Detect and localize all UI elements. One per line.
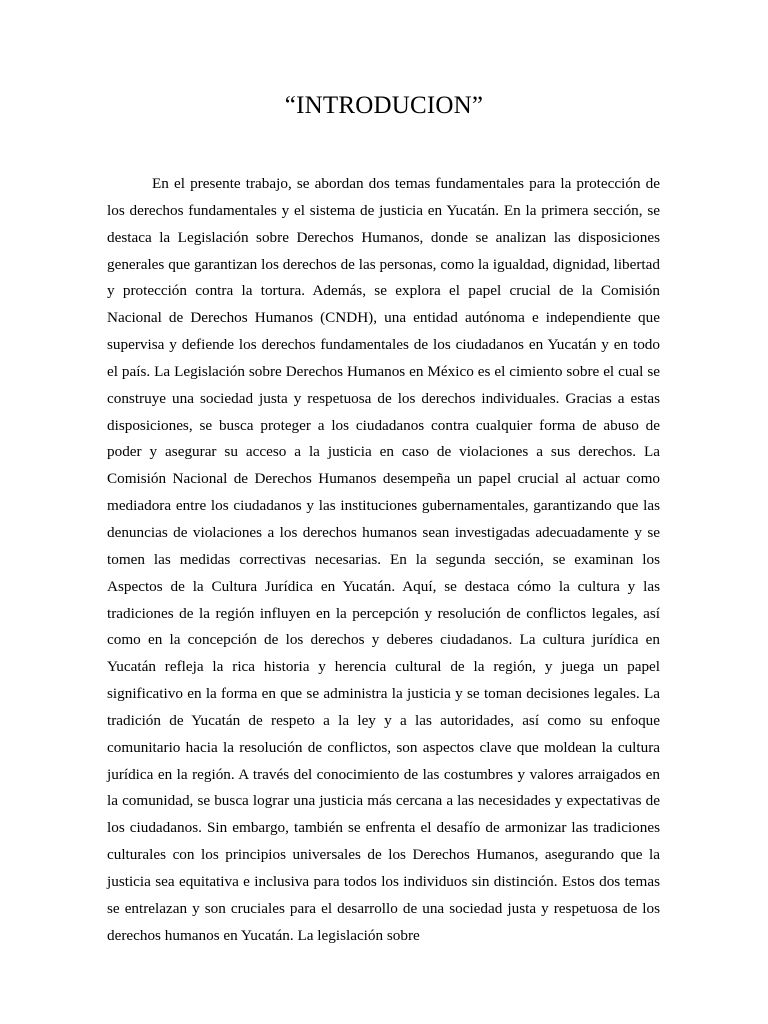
introduction-paragraph: En el presente trabajo, se abordan dos temas fundamentales para la protección de los derechos fundamentales y el sistema de justicia en Yucatán. En la primera sección, se destaca la Legislación sobre Derechos Humanos, donde se analizan las disposiciones generales que garantizan los derechos de las personas, como la igualdad, dignidad, libertad y protección contra la tortura. Además, se explora el papel crucial de la Comisión Nacional de Derechos Humanos (CNDH), una entidad autónoma e independiente que supervisa y defiende los derechos fundamentales de los ciudadanos en Yucatán y en todo el país. La Legislación sobre Derechos Humanos en México es el cimiento sobre el cual se construye una sociedad justa y respetuosa de los derechos individuales. Gracias a estas disposiciones, se busca proteger a los ciudadanos contra cualquier forma de abuso de poder y asegurar su acceso a la justicia en caso de violaciones a sus derechos. La Comisión Nacional de Derechos Humanos desempeña un papel crucial al actuar como mediadora entre los ciudadanos y las instituciones gubernamentales, garantizando que las denuncias de violaciones a los derechos humanos sean investigadas adecuadamente y se tomen las medidas correctivas necesarias. En la segunda sección, se examinan los Aspectos de la Cultura Jurídica en Yucatán. Aquí, se destaca cómo la cultura y las tradiciones de la región influyen en la percepción y resolución de conflictos legales, así como en la concepción de los derechos y deberes ciudadanos. La cultura jurídica en Yucatán refleja la rica historia y herencia cultural de la región, y juega un papel significativo en la forma en que se administra la justicia y se toman decisiones legales. La tradición de Yucatán de respeto a la ley y a las autoridades, así como su enfoque comunitario hacia la resolución de conflictos, son aspectos clave que moldean la cultura jurídica en la región. A través del conocimiento de las costumbres y valores arraigados en la comunidad, se busca lograr una justicia más cercana a las necesidades y expectativas de los ciudadanos. Sin embargo, también se enfrenta el desafío de armonizar las tradiciones culturales con los principios universales de los Derechos Humanos, asegurando que la justicia sea equitativa e inclusiva para todos los individuos sin distinción. Estos dos temas se entrelazan y son cruciales para el desarrollo de una sociedad justa y respetuosa de los derechos humanos en Yucatán. La legislación sobre bbox=[107, 175, 660, 944]
page-title: “INTRODUCION” bbox=[284, 92, 484, 119]
